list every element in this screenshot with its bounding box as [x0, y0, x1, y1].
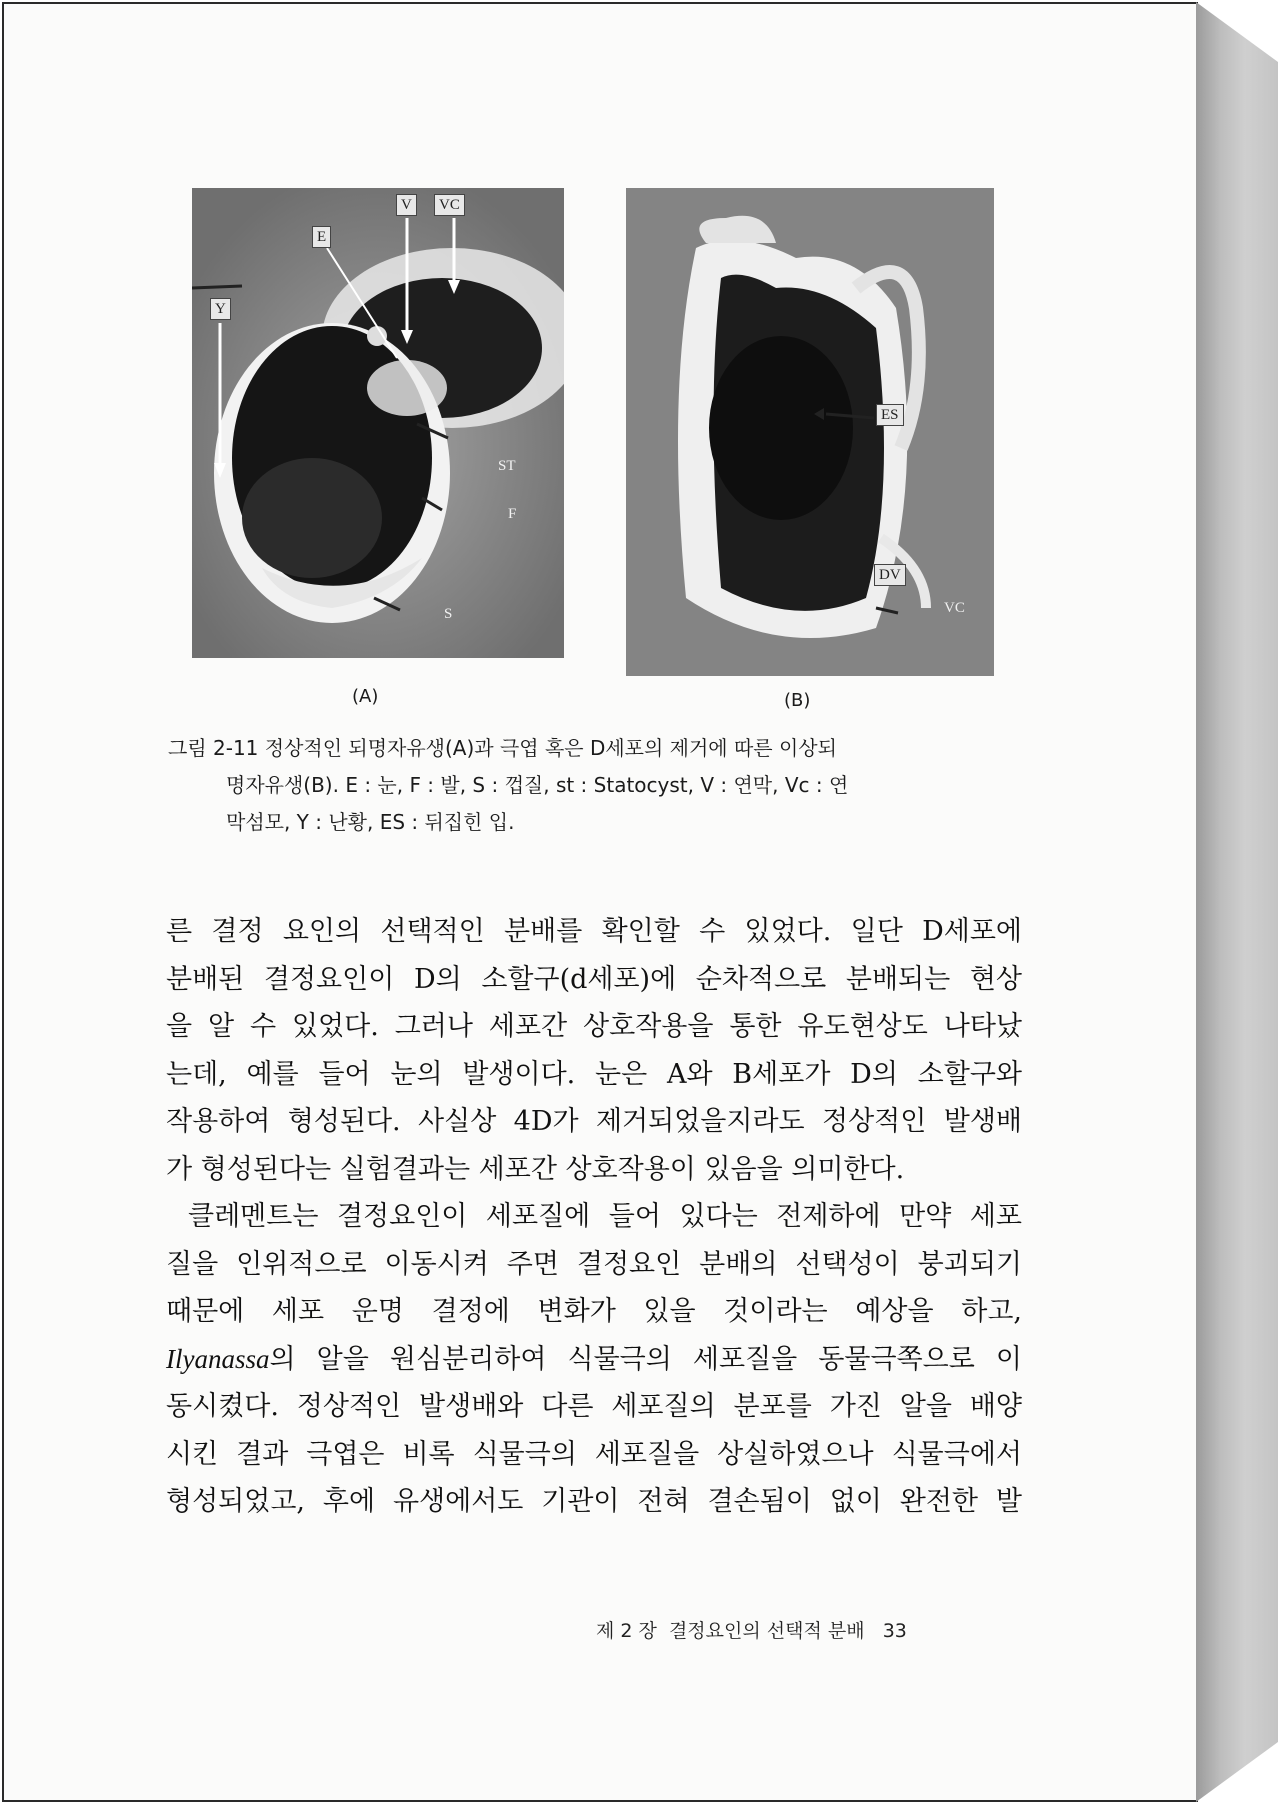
figure-b-micrograph	[626, 188, 994, 676]
paragraph-2-line: 동시켰다. 정상적인 발생배와 다른 세포질의 분포를 가진 알을 배양	[166, 1391, 1022, 1422]
label-dv: DV	[874, 564, 906, 586]
figure-caption	[168, 730, 1018, 841]
paragraph-1-line: 가 형성된다는 실험결과는 세포간 상호작용이 있음을 의미한다.	[166, 1153, 905, 1185]
label-st: ST	[498, 458, 516, 474]
paragraph-2-line: 형성되었고, 후에 유생에서도 기관이 전혀 결손됨이 없이 완전한 발	[166, 1486, 1022, 1517]
body-text	[166, 908, 1022, 1526]
label-vc-b: VC	[944, 600, 965, 616]
paragraph-1-line: 을 알 수 있었다. 그러나 세포간 상호작용을 통한 유도현상도 나타났	[166, 1011, 1022, 1042]
label-es: ES	[876, 404, 904, 426]
label-e: E	[312, 226, 331, 248]
paragraph-2-line	[166, 1336, 1022, 1384]
caption-line-1: 그림 2-11 정상적인 되명자유생(A)과 극엽 혹은 D세포의 제거에 따른 이상되	[168, 736, 837, 760]
book-page	[2, 2, 1198, 1802]
paragraph-2-line: 때문에 세포 운명 결정에 변화가 있을 것이라는 예상을 하고,	[166, 1296, 1022, 1327]
page-edge	[1196, 2, 1278, 1802]
figure-a-image	[192, 188, 564, 658]
label-v: V	[396, 194, 417, 216]
page-footer	[596, 1616, 907, 1643]
species-name: Ilyanassa	[166, 1343, 270, 1374]
caption-line-2: 명자유생(B). E : 눈, F : 발, S : 껍질, st : Statocyst, V : 연막, Vc : 연	[226, 773, 849, 797]
paragraph-2-line: 시킨 결과 극엽은 비록 식물극의 세포질을 상실하였으나 식물극에서	[166, 1438, 1022, 1470]
label-y: Y	[210, 298, 231, 320]
paragraph-2-line: 클레멘트는 결정요인이 세포질에 들어 있다는 전제하에 만약 세포	[188, 1201, 1022, 1232]
label-vc: VC	[434, 194, 465, 216]
label-f: F	[508, 506, 517, 522]
paragraph-1-line: 분배된 결정요인이 D의 소할구(d세포)에 순차적으로 분배되는 현상	[166, 963, 1022, 995]
figure-b-image	[626, 188, 994, 676]
chapter-title: 제 2 장 결정요인의 선택적 분배	[596, 1620, 865, 1642]
paragraph-1-line: 른 결정 요인의 선택적인 분배를 확인할 수 있었다. 일단 D세포에	[166, 916, 1022, 947]
paragraph-1-line: 는데, 예를 들어 눈의 발생이다. 눈은 A와 B세포가 D의 소할구와	[166, 1058, 1022, 1090]
panel-b-label: (B)	[784, 690, 811, 711]
paragraph-2-line: 질을 인위적으로 이동시켜 주면 결정요인 분배의 선택성이 붕괴되기	[166, 1248, 1022, 1280]
label-s: S	[444, 606, 453, 622]
paragraph-1-line: 작용하여 형성된다. 사실상 4D가 제거되었을지라도 정상적인 발생배	[166, 1106, 1022, 1137]
panel-a-label: (A)	[352, 686, 379, 707]
caption-line-3: 막섬모, Y : 난황, ES : 뒤집힌 입.	[226, 810, 515, 834]
page-number: 33	[882, 1620, 907, 1642]
figure-a-micrograph	[192, 188, 564, 658]
line-text: 의 알을 원심분리하여 식물극의 세포질을 동물극쪽으로 이	[269, 1343, 1022, 1375]
